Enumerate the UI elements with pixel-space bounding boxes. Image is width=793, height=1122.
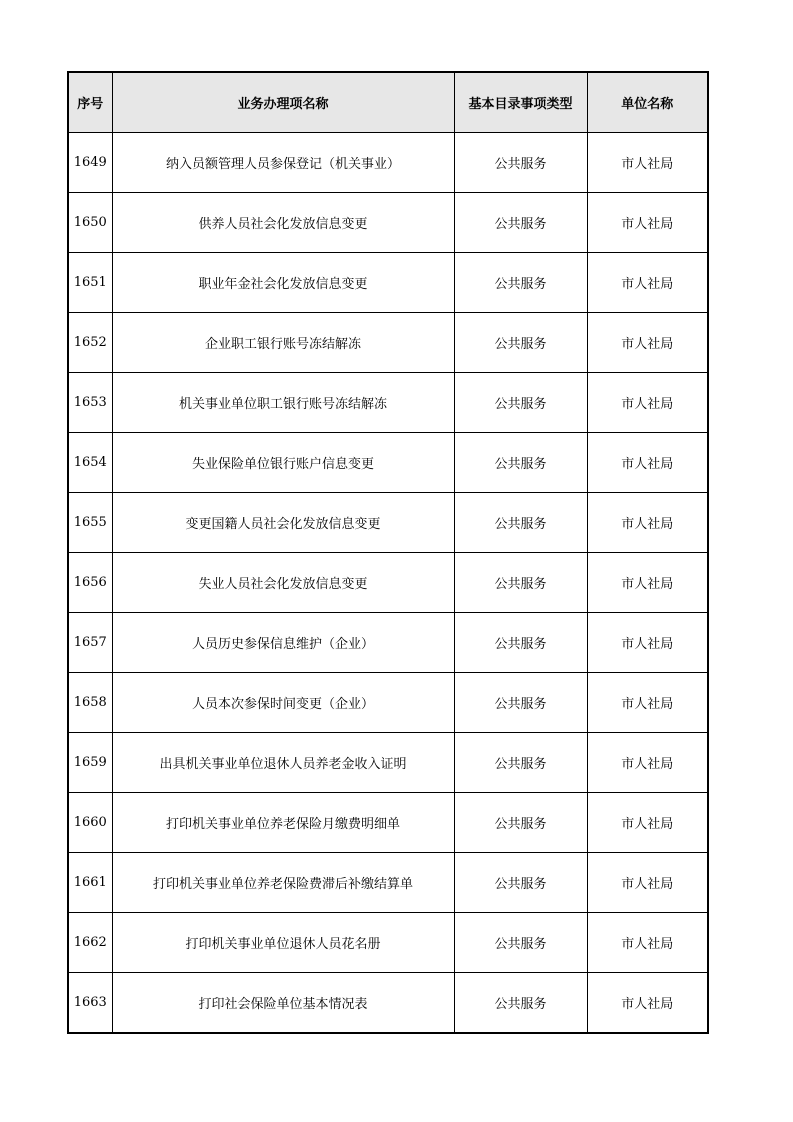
cell-serial-number: 1657 xyxy=(68,613,112,673)
cell-service-name: 机关事业单位职工银行账号冻结解冻 xyxy=(112,373,454,433)
cell-unit-name: 市人社局 xyxy=(587,553,708,613)
cell-catalog-type: 公共服务 xyxy=(454,913,587,973)
header-service-name: 业务办理项名称 xyxy=(112,72,454,133)
cell-catalog-type: 公共服务 xyxy=(454,373,587,433)
table-row xyxy=(68,433,708,493)
table-row xyxy=(68,193,708,253)
cell-unit-name: 市人社局 xyxy=(587,613,708,673)
cell-service-name: 变更国籍人员社会化发放信息变更 xyxy=(112,493,454,553)
cell-serial-number: 1654 xyxy=(68,433,112,493)
cell-serial-number: 1662 xyxy=(68,913,112,973)
cell-unit-name: 市人社局 xyxy=(587,673,708,733)
cell-service-name: 纳入员额管理人员参保登记（机关事业） xyxy=(112,133,454,193)
table-header xyxy=(68,72,708,133)
cell-catalog-type: 公共服务 xyxy=(454,553,587,613)
table-row xyxy=(68,733,708,793)
cell-serial-number: 1655 xyxy=(68,493,112,553)
cell-unit-name: 市人社局 xyxy=(587,373,708,433)
table-row xyxy=(68,853,708,913)
cell-unit-name: 市人社局 xyxy=(587,493,708,553)
cell-catalog-type: 公共服务 xyxy=(454,733,587,793)
cell-catalog-type: 公共服务 xyxy=(454,193,587,253)
cell-serial-number: 1652 xyxy=(68,313,112,373)
table-row xyxy=(68,673,708,733)
cell-service-name: 人员本次参保时间变更（企业） xyxy=(112,673,454,733)
table-row xyxy=(68,493,708,553)
cell-service-name: 失业人员社会化发放信息变更 xyxy=(112,553,454,613)
cell-serial-number: 1650 xyxy=(68,193,112,253)
cell-catalog-type: 公共服务 xyxy=(454,493,587,553)
cell-serial-number: 1651 xyxy=(68,253,112,313)
cell-catalog-type: 公共服务 xyxy=(454,253,587,313)
cell-serial-number: 1649 xyxy=(68,133,112,193)
services-table xyxy=(67,71,709,1034)
table-row xyxy=(68,253,708,313)
cell-catalog-type: 公共服务 xyxy=(454,793,587,853)
cell-service-name: 打印机关事业单位退休人员花名册 xyxy=(112,913,454,973)
cell-service-name: 打印机关事业单位养老保险费滞后补缴结算单 xyxy=(112,853,454,913)
cell-unit-name: 市人社局 xyxy=(587,793,708,853)
header-catalog-type: 基本目录事项类型 xyxy=(454,72,587,133)
cell-unit-name: 市人社局 xyxy=(587,193,708,253)
table-body xyxy=(68,133,708,1034)
cell-catalog-type: 公共服务 xyxy=(454,133,587,193)
cell-catalog-type: 公共服务 xyxy=(454,973,587,1034)
cell-service-name: 职业年金社会化发放信息变更 xyxy=(112,253,454,313)
cell-catalog-type: 公共服务 xyxy=(454,433,587,493)
cell-serial-number: 1659 xyxy=(68,733,112,793)
cell-catalog-type: 公共服务 xyxy=(454,853,587,913)
cell-service-name: 供养人员社会化发放信息变更 xyxy=(112,193,454,253)
cell-service-name: 企业职工银行账号冻结解冻 xyxy=(112,313,454,373)
table-row xyxy=(68,613,708,673)
cell-service-name: 人员历史参保信息维护（企业） xyxy=(112,613,454,673)
cell-catalog-type: 公共服务 xyxy=(454,613,587,673)
cell-catalog-type: 公共服务 xyxy=(454,673,587,733)
cell-serial-number: 1658 xyxy=(68,673,112,733)
cell-unit-name: 市人社局 xyxy=(587,733,708,793)
cell-service-name: 打印机关事业单位养老保险月缴费明细单 xyxy=(112,793,454,853)
cell-catalog-type: 公共服务 xyxy=(454,313,587,373)
cell-unit-name: 市人社局 xyxy=(587,313,708,373)
cell-unit-name: 市人社局 xyxy=(587,913,708,973)
cell-service-name: 失业保险单位银行账户信息变更 xyxy=(112,433,454,493)
cell-serial-number: 1661 xyxy=(68,853,112,913)
cell-service-name: 出具机关事业单位退休人员养老金收入证明 xyxy=(112,733,454,793)
cell-unit-name: 市人社局 xyxy=(587,253,708,313)
table-row xyxy=(68,313,708,373)
table-row xyxy=(68,973,708,1034)
header-row xyxy=(68,72,708,133)
cell-service-name: 打印社会保险单位基本情况表 xyxy=(112,973,454,1034)
table-row xyxy=(68,913,708,973)
cell-serial-number: 1660 xyxy=(68,793,112,853)
table-row xyxy=(68,133,708,193)
cell-unit-name: 市人社局 xyxy=(587,853,708,913)
cell-serial-number: 1653 xyxy=(68,373,112,433)
table-row xyxy=(68,553,708,613)
header-serial-number: 序号 xyxy=(68,72,112,133)
cell-unit-name: 市人社局 xyxy=(587,133,708,193)
table-row xyxy=(68,373,708,433)
cell-unit-name: 市人社局 xyxy=(587,973,708,1034)
cell-serial-number: 1663 xyxy=(68,973,112,1034)
header-unit-name: 单位名称 xyxy=(587,72,708,133)
table-row xyxy=(68,793,708,853)
cell-serial-number: 1656 xyxy=(68,553,112,613)
cell-unit-name: 市人社局 xyxy=(587,433,708,493)
